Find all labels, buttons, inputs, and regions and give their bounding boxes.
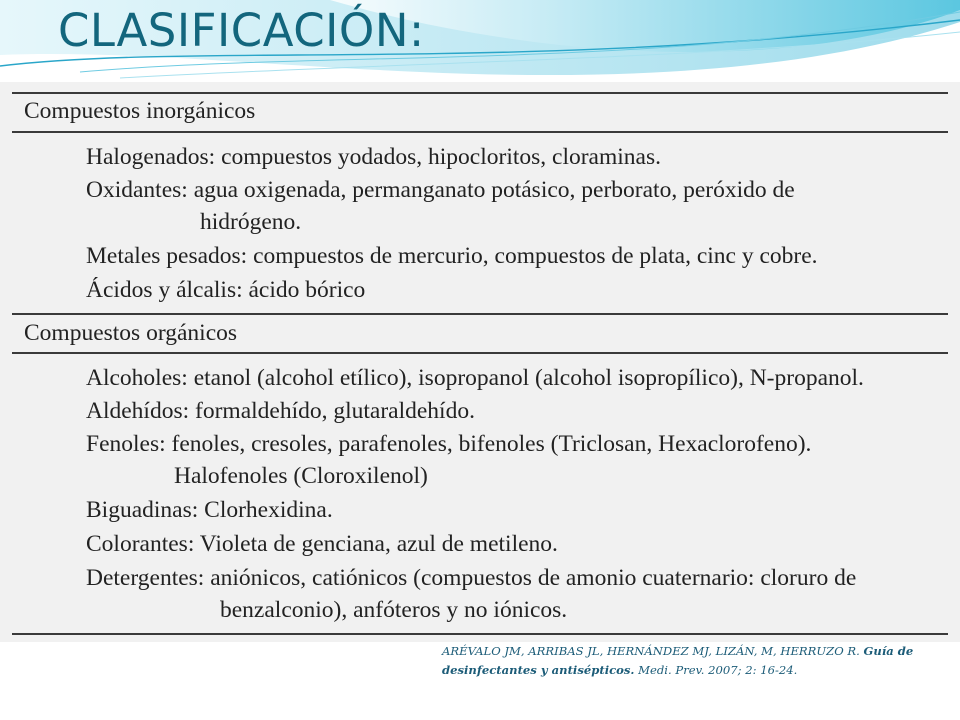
item-aldehidos: Aldehídos: formaldehído, glutaraldehído. — [86, 398, 475, 424]
item-halogenados: Halogenados: compuestos yodados, hipocloritos, cloraminas. — [86, 144, 661, 170]
classification-table — [0, 82, 960, 642]
item-oxidantes-line2: hidrógeno. — [200, 208, 302, 235]
item-metales-pesados: Metales pesados: compuestos de mercurio, compuestos de plata, cinc y cobre. — [86, 243, 818, 269]
slide-title: CLASIFICACIÓN: — [58, 4, 425, 57]
item-fenoles — [86, 433, 811, 488]
section-heading-inorganic: Compuestos inorgánicos — [24, 98, 256, 124]
item-detergentes — [86, 567, 856, 622]
item-biguadinas: Biguadinas: Clorhexidina. — [86, 497, 333, 523]
item-detergentes-line1: Detergentes: aniónicos, catiónicos (compuestos de amonio cuaternario: cloruro de — [86, 565, 857, 591]
item-oxidantes — [86, 179, 795, 234]
table-rule — [12, 313, 948, 315]
item-acidos-alcalis: Ácidos y álcalis: ácido bórico — [86, 277, 366, 303]
item-detergentes-line2: benzalconio), anfóteros y no iónicos. — [220, 596, 568, 623]
item-fenoles-line2: Halofenoles (Cloroxilenol) — [174, 462, 428, 489]
citation-title: Guía de desinfectantes y antisépticos. — [442, 644, 914, 677]
citation — [442, 642, 922, 680]
item-colorantes: Colorantes: Violeta de genciana, azul de metileno. — [86, 531, 558, 557]
table-rule — [12, 352, 948, 354]
citation-source: Medi. Prev. 2007; 2: 16-24. — [638, 663, 798, 677]
table-rule — [12, 131, 948, 133]
table-rule-bottom — [12, 633, 948, 635]
item-alcoholes: Alcoholes: etanol (alcohol etílico), isopropanol (alcohol isopropílico), N-propanol. — [86, 365, 864, 391]
table-rule-top — [12, 92, 948, 94]
section-heading-organic: Compuestos orgánicos — [24, 320, 238, 346]
item-fenoles-line1: Fenoles: fenoles, cresoles, parafenoles, bifenoles (Triclosan, Hexaclorofeno). — [86, 431, 812, 457]
citation-authors: ARÉVALO JM, ARRIBAS JL, HERNÁNDEZ MJ, LIZÁN, M, HERRUZO R. — [442, 644, 860, 658]
item-oxidantes-line1: Oxidantes: agua oxigenada, permanganato potásico, perborato, peróxido de — [86, 177, 795, 203]
